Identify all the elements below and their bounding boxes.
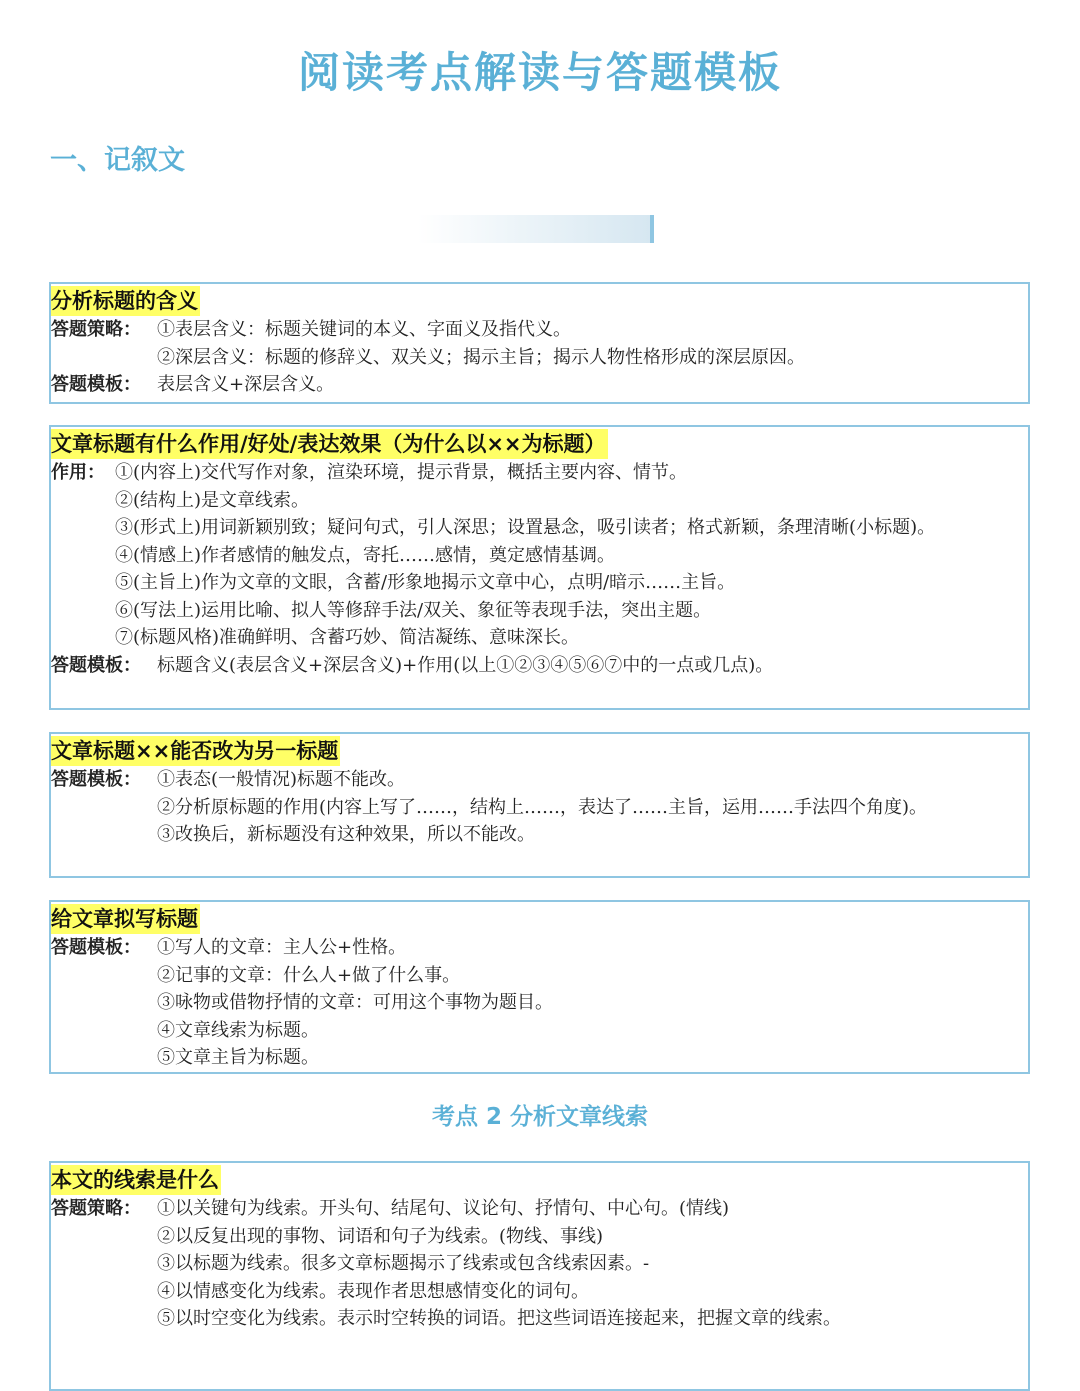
strategy-item: ②以反复出现的事物、词语和句子为线索。(物线、事线)	[157, 1225, 604, 1247]
template-row	[51, 766, 1028, 794]
template-item: ②分析原标题的作用(内容上写了……，结构上……，表达了……主旨，运用……手法四个角度)。	[157, 796, 928, 818]
strategy-line: ①表层含义：标题关键词的本义、字面义及指代义。	[157, 319, 571, 340]
function-item: ⑤(主旨上)作为文章的文眼，含蓄/形象地揭示文章中心，点明/暗示……主旨。	[115, 572, 736, 593]
template-label: 答题模板：	[51, 937, 141, 958]
strategy-row	[51, 1195, 1028, 1223]
function-item: ④(情感上)作者感情的触发点，寄托……感情，奠定感情基调。	[115, 544, 616, 566]
template-row	[51, 371, 1028, 399]
template-item: ③改换后，新标题没有这种效果，所以不能改。	[157, 824, 535, 845]
function-item: ③(形式上)用词新颖别致；疑问句式，引人深思；设置悬念，吸引读者；格式新颖，条理清晰(小标题)。	[115, 517, 936, 538]
function-item: ①(内容上)交代写作对象，渲染环境，提示背景，概括主要内容、情节。	[115, 462, 688, 483]
box-title-meaning	[49, 282, 1030, 404]
template-label: 答题模板：	[51, 654, 141, 676]
template-item: ⑤文章主旨为标题。	[157, 1047, 319, 1068]
strategy-item: ③以标题为线索。很多文章标题揭示了线索或包含线索因素。-	[157, 1253, 650, 1274]
strategy-label: 答题策略：	[51, 1198, 141, 1219]
function-item: ⑥(写法上)运用比喻、拟人等修辞手法/双关、象征等表现手法，突出主题。	[115, 599, 712, 621]
template-line: 标题含义(表层含义+深层含义)+作用(以上①②③④⑤⑥⑦中的一点或几点)。	[157, 654, 774, 676]
box-heading: 分析标题的含义	[51, 286, 200, 316]
strategy-label: 答题策略：	[51, 319, 141, 340]
box-clue	[49, 1161, 1030, 1391]
box-title-change	[49, 732, 1030, 878]
box-title-function	[49, 425, 1030, 710]
kaodian-heading: 考点 2 分析文章线索	[431, 1104, 649, 1130]
strategy-item: ④以情感变化为线索。表现作者思想感情变化的词句。	[157, 1280, 589, 1302]
template-item: ①表态(一般情况)标题不能改。	[157, 769, 406, 790]
box-heading: 本文的线索是什么	[51, 1165, 221, 1195]
function-label: 作用：	[51, 462, 105, 483]
template-row	[51, 934, 1028, 962]
section-heading: 一、记叙文	[50, 145, 185, 176]
page-title: 阅读考点解读与答题模板	[297, 48, 782, 97]
strategy-line: ②深层含义：标题的修辞义、双关义；揭示主旨；揭示人物性格形成的深层原因。	[157, 346, 805, 368]
template-label: 答题模板：	[51, 374, 141, 395]
strategy-item: ①以关键句为线索。开头句、结尾句、议论句、抒情句、中心句。(情线)	[157, 1198, 730, 1219]
strategy-row	[51, 344, 1028, 372]
template-line: 表层含义+深层含义。	[157, 374, 335, 395]
template-item: ③咏物或借物抒情的文章：可用这个事物为题目。	[157, 992, 553, 1013]
box-heading: 给文章拟写标题	[51, 904, 200, 934]
box-heading: 文章标题有什么作用/好处/表达效果（为什么以××为标题）	[51, 429, 608, 459]
strategy-row	[51, 316, 1028, 344]
function-item: ②(结构上)是文章线索。	[115, 489, 310, 511]
strategy-item: ⑤以时空变化为线索。表示时空转换的词语。把这些词语连接起来，把握文章的线索。	[157, 1308, 841, 1329]
template-item: ①写人的文章：主人公+性格。	[157, 937, 407, 958]
box-write-title	[49, 900, 1030, 1074]
template-row	[51, 652, 1028, 680]
function-row	[51, 459, 1028, 487]
decorative-banner	[418, 215, 654, 243]
template-item: ④文章线索为标题。	[157, 1019, 319, 1041]
template-item: ②记事的文章：什么人+做了什么事。	[157, 964, 461, 986]
function-item: ⑦(标题风格)准确鲜明、含蓄巧妙、简洁凝练、意味深长。	[115, 627, 580, 648]
template-label: 答题模板：	[51, 769, 141, 790]
box-heading: 文章标题××能否改为另一标题	[51, 736, 340, 766]
